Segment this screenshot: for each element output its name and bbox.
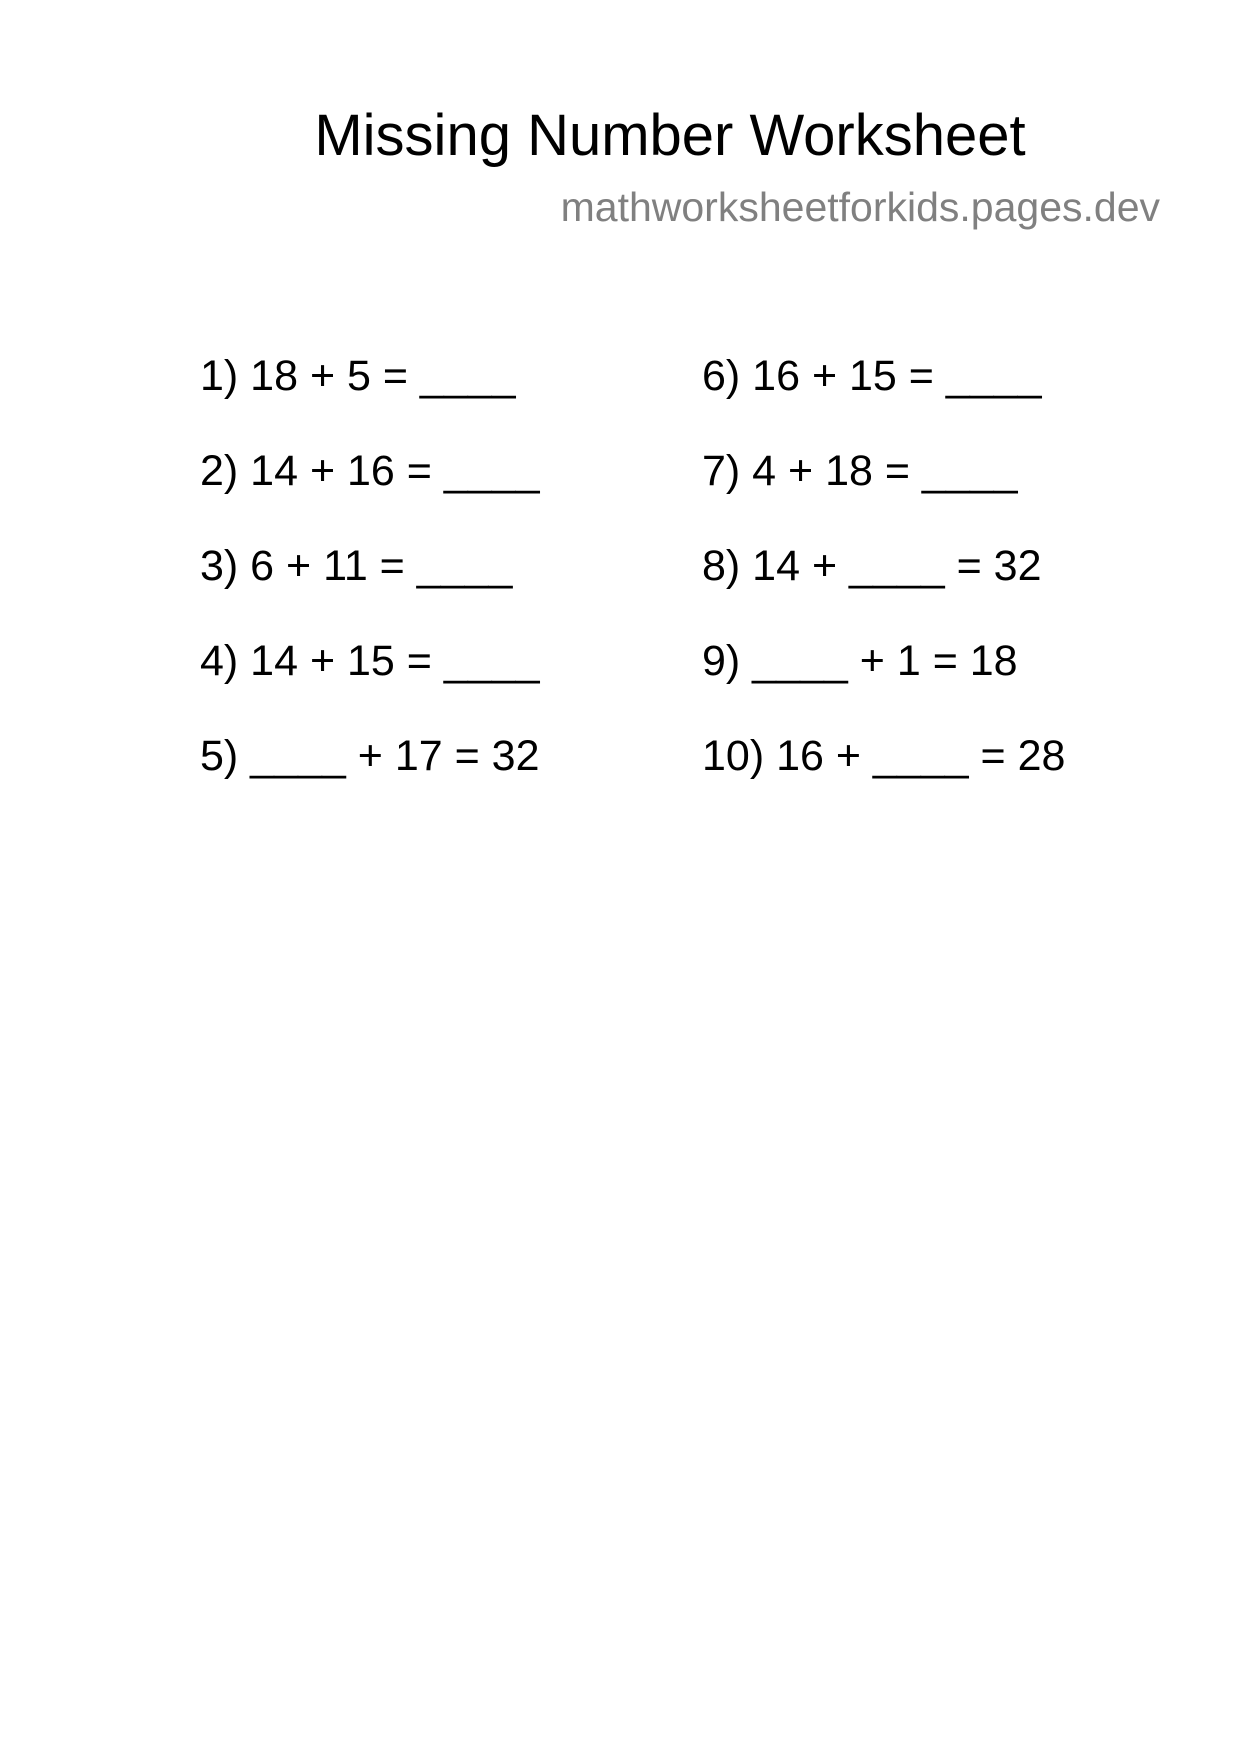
problem-9: 9) ____ + 1 = 18 <box>702 637 1018 685</box>
problem-5: 5) ____ + 17 = 32 <box>200 732 540 780</box>
problem-3: 3) 6 + 11 = ____ <box>200 542 513 590</box>
problem-column-right <box>702 346 1065 821</box>
source-url: mathworksheetforkids.pages.dev <box>560 184 1160 230</box>
problem-2: 2) 14 + 16 = ____ <box>200 447 540 495</box>
problem-7: 7) 4 + 18 = ____ <box>702 447 1018 495</box>
problem-10: 10) 16 + ____ = 28 <box>702 732 1066 780</box>
problem-4: 4) 14 + 15 = ____ <box>200 637 540 685</box>
problem-1: 1) 18 + 5 = ____ <box>200 352 516 400</box>
problem-8: 8) 14 + ____ = 32 <box>702 542 1042 590</box>
page-title: Missing Number Worksheet <box>314 103 1026 168</box>
problem-6: 6) 16 + 15 = ____ <box>702 352 1042 400</box>
problem-column-left <box>200 346 540 821</box>
